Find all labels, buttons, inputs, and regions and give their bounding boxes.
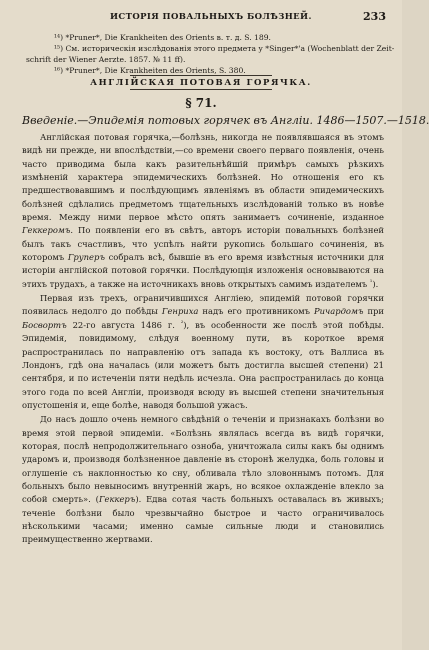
paragraph-text: Первая изъ трехъ, ограничившихся Англіею, эпидемій потовой горячки появилась недолго до побѣды [22, 293, 384, 317]
body-text [22, 131, 384, 547]
section-number: § 71. [185, 96, 217, 110]
paragraph-2 [22, 292, 384, 412]
paragraph-text: ), въ особенности же послѣ этой побѣды. Эпидемія, повидимому, слѣдуя военному пути, въ короткое время распространилась по направленію отъ запада къ востоку, отъ Валлиса въ Лондонъ, гдѣ она началась (или можетъ быть достигла высшей степени) 21 сентября, и по истеченіи пяти недѣль исчезла. Она распространилась до конца этого года по всей Англіи, производя всюду въ высшей степени значительныя опустошенія и, еще болѣе, наводя большой ужасъ. [22, 319, 385, 410]
page-number: 233 [363, 10, 386, 23]
person-name: Генриха [161, 306, 199, 317]
section-rule-bottom [130, 89, 272, 90]
paragraph-text: при [363, 306, 384, 317]
page-header [0, 10, 402, 26]
paragraph-text: . По появленіи его въ свѣтъ, авторъ исторіи повальныхъ болѣзней былъ такъ счастливъ, что успѣлъ найти рукопись большаго сочиненія, въ которомъ [22, 225, 384, 263]
author-name: Груперъ [67, 252, 105, 263]
section-rule-top [130, 75, 272, 76]
footnotes [26, 32, 395, 76]
place-name: Босвортъ [22, 319, 67, 330]
paragraph-text: надъ его противникомъ [198, 306, 314, 317]
paragraph-text: собралъ всѣ, бывшіе въ его время извѣстныя источники для исторіи англійской потовой горячки. Послѣдующія изложенія основываются на этихъ трудахъ, а также на источникахъ вновь открытыхъ самимъ издателемъ [22, 252, 384, 289]
running-head: ИСТОРІЯ ПОВАЛЬНЫХЪ БОЛѢЗНЕЙ. [110, 12, 312, 22]
section-title: АНГЛІЙСКАЯ ПОТОВАЯ ГОРЯЧКА. [90, 78, 312, 88]
section-subtitle: Введеніе.—Эпидемія потовых горячек въ Англіи. 1486—1507.—1518. [22, 114, 429, 127]
paragraph-1 [22, 131, 384, 291]
footnote-15-continued: schrift der Wiener Aerzte. 1857. № 11 ff). [26, 55, 186, 64]
footnote-15: ¹⁵) См. историческія изслѣдованія этого предмета у *Singer*'а (Wochenblatt der Zeit- [54, 44, 395, 53]
paragraph-text: ). Едва сотая часть больныхъ оставалась въ живыхъ; теченіе болѣзни было чрезвычайно быстрое и часто ограничивалось нѣсколькими часами; именно самые сильные люди и становились преимущественно жертвами. [22, 494, 385, 545]
author-name: Геккеромъ [22, 225, 71, 236]
author-name: Геккеръ [98, 494, 136, 505]
person-name: Ричардомъ [314, 306, 364, 317]
paragraph-text: ). [372, 278, 379, 289]
footnote-14: ¹⁴) *Pruner*, Die Krankheiten des Orients в. т. д. S. 189. [54, 33, 271, 42]
paragraph-text: Англійская потовая горячка,—болѣзнь, никогда не появлявшаяся въ этомъ видѣ ни прежде, ни впослѣдствіи,—со времени своего перваго появленія, очень часто приводима была какъ разительнѣйшій примѣръ самыхъ рѣзкихъ измѣненій характера эпидемическихъ болѣзней. Но отношенія его къ предшествовавшимъ и послѣдующимъ явленіямъ въ области эпидемическихъ болѣзней сдѣлались предметомъ тщательныхъ изслѣдованій только въ новѣе время. Между ними первое мѣсто опять занимаетъ сочиненіе, изданное [22, 132, 384, 223]
footnote-ref: ¹ [369, 278, 373, 286]
paragraph-text: До насъ дошло очень немного свѣдѣній о теченіи и признакахъ болѣзни во время этой первой эпидеміи. «Болѣзнь являлась всегда въ видѣ горячки, которая, послѣ непродолжительнаго озноба, уничтожала силы какъ бы однимъ ударомъ и, производя болѣзненное давленіе въ сторонѣ желудка, боль головы и оглушеніе съ наклонностью ко сну, обливала тѣло зловоннымъ потомъ. Для больныхъ было невыносимъ внутренній жаръ, но всякое охлажденіе влекло за собой смерть». ( [22, 414, 384, 505]
paragraph-text: 22-го августа 1486 г. [66, 319, 181, 330]
paragraph-3 [22, 413, 384, 546]
footnote-ref: ² [180, 319, 184, 327]
footnote-16: ¹⁶) *Pruner*, Die Krankheiten des Orients, S. 380. [54, 66, 246, 75]
